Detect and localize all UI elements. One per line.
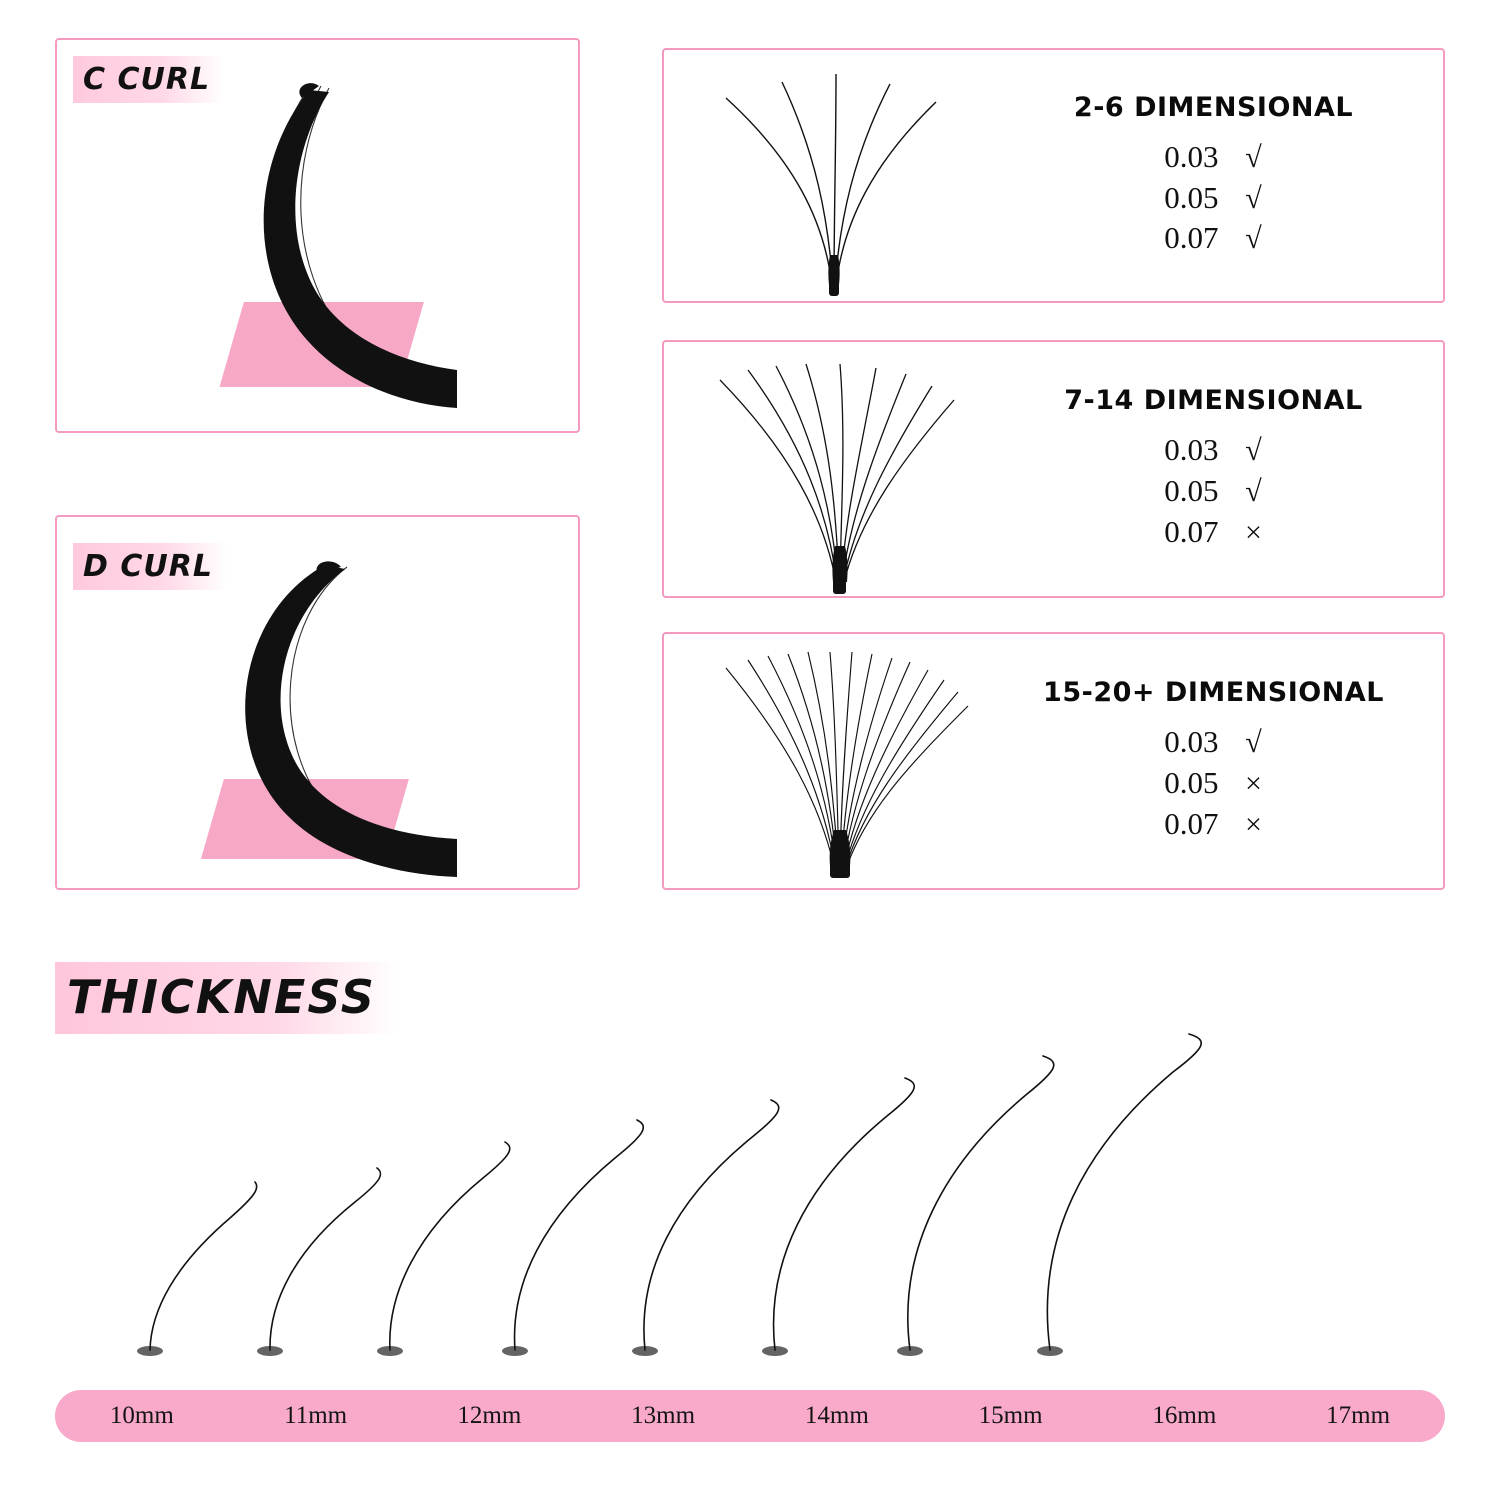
length-scale-bar [55, 1390, 1445, 1442]
availability-mark: √ [1245, 140, 1262, 174]
thickness-value: 0.07 [1164, 220, 1219, 256]
thickness-heading-text: THICKNESS [67, 970, 376, 1024]
fan-lines-9 [664, 342, 994, 596]
dimensional-info-15-20 [994, 677, 1443, 845]
length-label: 13mm [631, 1402, 696, 1429]
c-curl-label-text: C CURL [83, 62, 211, 97]
thickness-value: 0.05 [1164, 765, 1219, 801]
dimensional-info-7-14 [994, 385, 1443, 553]
dimensional-panel-15-20 [662, 632, 1445, 890]
table-row [1099, 763, 1329, 804]
thickness-value: 0.05 [1164, 473, 1219, 509]
availability-mark: √ [1245, 181, 1262, 215]
dimensional-rows [1099, 430, 1329, 553]
dimensional-info-2-6 [994, 92, 1443, 260]
fan-15-20-illustration [664, 634, 994, 888]
dimensional-title: 7-14 DIMENSIONAL [1064, 385, 1363, 417]
fan-lines-14 [664, 634, 994, 888]
availability-mark: √ [1245, 222, 1262, 256]
thickness-value: 0.03 [1164, 432, 1219, 468]
fan-lines-5 [664, 50, 994, 301]
fan-7-14-illustration [664, 342, 994, 596]
c-curl-panel [55, 38, 580, 433]
table-row [1099, 804, 1329, 845]
availability-mark: × [1245, 807, 1262, 841]
availability-mark: × [1245, 767, 1262, 801]
dimensional-title: 15-20+ DIMENSIONAL [1043, 677, 1384, 709]
length-label: 12mm [457, 1402, 522, 1429]
dimensional-panel-7-14 [662, 340, 1445, 598]
dimensional-panel-2-6 [662, 48, 1445, 303]
table-row [1099, 137, 1329, 178]
availability-mark: × [1245, 515, 1262, 549]
thickness-value: 0.07 [1164, 513, 1219, 549]
table-row [1099, 218, 1329, 259]
d-curl-label [73, 543, 227, 590]
length-label: 15mm [978, 1402, 1043, 1429]
availability-mark: √ [1245, 726, 1262, 760]
availability-mark: √ [1245, 475, 1262, 509]
length-label: 14mm [804, 1402, 869, 1429]
thickness-value: 0.03 [1164, 724, 1219, 760]
lash-length-illustrations [55, 1010, 1445, 1360]
table-row [1099, 512, 1329, 553]
thickness-value: 0.03 [1164, 138, 1219, 174]
table-row [1099, 471, 1329, 512]
dimensional-title: 2-6 DIMENSIONAL [1073, 91, 1354, 123]
d-curl-panel [55, 515, 580, 890]
availability-mark: √ [1245, 434, 1262, 468]
thickness-value: 0.05 [1164, 179, 1219, 215]
c-curl-label [73, 56, 224, 103]
table-row [1099, 430, 1329, 471]
length-label: 16mm [1152, 1402, 1217, 1429]
lash-curve-group [55, 1010, 1445, 1360]
table-row [1099, 722, 1329, 763]
dimensional-rows [1099, 137, 1329, 260]
fan-2-6-illustration [664, 50, 994, 301]
d-curl-label-text: D CURL [83, 549, 213, 584]
table-row [1099, 178, 1329, 219]
length-label: 10mm [109, 1402, 174, 1429]
length-label: 11mm [284, 1402, 348, 1429]
thickness-value: 0.07 [1164, 805, 1219, 841]
length-label: 17mm [1326, 1402, 1391, 1429]
dimensional-rows [1099, 722, 1329, 845]
